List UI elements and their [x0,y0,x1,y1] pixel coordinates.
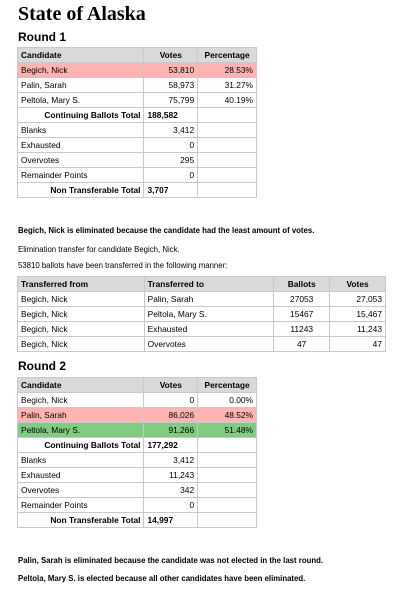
other-value: 3,412 [144,453,198,468]
candidate-votes: 91,266 [144,423,198,438]
to-cell: Exhausted [144,322,274,337]
nontransferable-label: Non Transferable Total [18,513,144,528]
elimination-note: Begich, Nick is eliminated because the candidate had the least amount of votes. [18,226,315,235]
percentage-header: Percentage [198,378,257,393]
ballots-header: Ballots [274,277,330,292]
transfer-note: 53810 ballots have been transferred in the following manner: [18,261,228,270]
table-row [18,408,257,423]
other-label: Blanks [18,453,144,468]
table-row [18,138,257,153]
table-row [18,322,386,337]
page-title: State of Alaska [18,3,146,25]
table-row [18,483,257,498]
nontransferable-value: 3,707 [144,183,198,198]
candidate-votes: 53,810 [144,63,198,78]
table-row [18,393,257,408]
other-label: Remainder Points [18,498,144,513]
from-cell: Begich, Nick [18,292,145,307]
ballots-cell: 11243 [274,322,330,337]
transfer-table [17,276,386,352]
table-row [18,423,257,438]
candidate-votes: 58,973 [144,78,198,93]
table-row [18,168,257,183]
candidate-pct: 40.19% [198,93,257,108]
continuing-label: Continuing Ballots Total [18,438,144,453]
transfer-note: Elimination transfer for candidate Begich, Nick. [18,245,180,254]
candidate-votes: 0 [144,393,198,408]
candidate-header: Candidate [18,378,144,393]
percentage-header: Percentage [198,48,257,63]
elected-note: Peltola, Mary S. is elected because all other candidates have been eliminated. [18,574,306,583]
table-row [18,438,257,453]
candidate-pct: 28.53% [198,63,257,78]
other-label: Exhausted [18,468,144,483]
to-header: Transferred to [144,277,274,292]
from-cell: Begich, Nick [18,307,145,322]
candidate-votes: 86,026 [144,408,198,423]
round1-heading: Round 1 [18,30,66,44]
table-row [18,498,257,513]
table-row [18,93,257,108]
ballots-cell: 15467 [274,307,330,322]
votes-header: Votes [144,378,198,393]
table-row [18,337,386,352]
candidate-name: Peltola, Mary S. [18,423,144,438]
candidate-pct: 51.48% [198,423,257,438]
table-header-row [18,277,386,292]
votes-cell: 27,053 [330,292,386,307]
ballots-cell: 47 [274,337,330,352]
other-value: 0 [144,168,198,183]
from-cell: Begich, Nick [18,337,145,352]
ballots-cell: 27053 [274,292,330,307]
table-row [18,63,257,78]
table-row [18,453,257,468]
other-value: 0 [144,138,198,153]
nontransferable-value: 14,997 [144,513,198,528]
nontransferable-label: Non Transferable Total [18,183,144,198]
continuing-label: Continuing Ballots Total [18,108,144,123]
other-value: 11,243 [144,468,198,483]
other-value: 0 [144,498,198,513]
other-label: Blanks [18,123,144,138]
other-label: Overvotes [18,153,144,168]
table-row [18,78,257,93]
table-row [18,468,257,483]
candidate-pct: 31.27% [198,78,257,93]
candidate-name: Begich, Nick [18,393,144,408]
candidate-header: Candidate [18,48,144,63]
from-header: Transferred from [18,277,145,292]
candidate-pct: 0.00% [198,393,257,408]
table-header-row [18,378,257,393]
candidate-name: Peltola, Mary S. [18,93,144,108]
votes-cell: 15,467 [330,307,386,322]
table-row [18,513,257,528]
to-cell: Palin, Sarah [144,292,274,307]
table-row [18,123,257,138]
candidate-name: Palin, Sarah [18,408,144,423]
votes-cell: 11,243 [330,322,386,337]
other-value: 342 [144,483,198,498]
other-label: Overvotes [18,483,144,498]
final-elimination-note: Palin, Sarah is eliminated because the candidate was not elected in the last round. [18,556,324,565]
to-cell: Peltola, Mary S. [144,307,274,322]
other-value: 3,412 [144,123,198,138]
continuing-value: 188,582 [144,108,198,123]
table-row [18,108,257,123]
table-row [18,153,257,168]
candidate-pct: 48.52% [198,408,257,423]
continuing-value: 177,292 [144,438,198,453]
round2-heading: Round 2 [18,359,66,373]
votes-header: Votes [330,277,386,292]
candidate-name: Begich, Nick [18,63,144,78]
votes-cell: 47 [330,337,386,352]
table-row [18,292,386,307]
table-header-row [18,48,257,63]
table-row [18,307,386,322]
table-row [18,183,257,198]
candidate-name: Palin, Sarah [18,78,144,93]
votes-header: Votes [144,48,198,63]
from-cell: Begich, Nick [18,322,145,337]
other-value: 295 [144,153,198,168]
candidate-votes: 75,799 [144,93,198,108]
round2-table [17,377,257,528]
other-label: Exhausted [18,138,144,153]
round1-table [17,47,257,198]
to-cell: Overvotes [144,337,274,352]
other-label: Remainder Points [18,168,144,183]
